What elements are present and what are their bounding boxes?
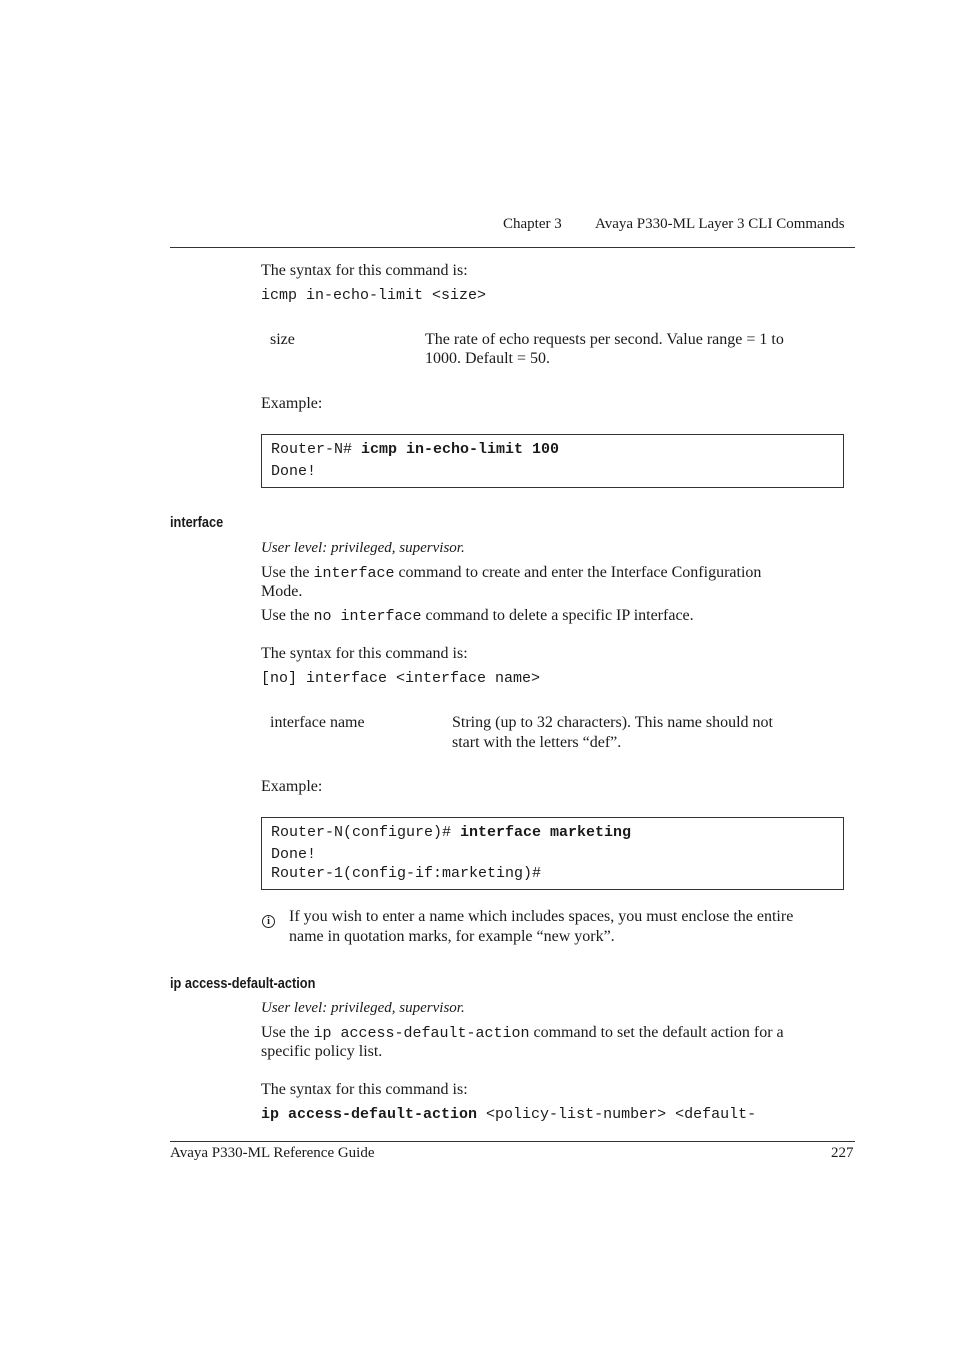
example-label: Example: xyxy=(261,395,323,412)
syntax-line: [no] interface <interface name> xyxy=(261,670,541,687)
text: command to delete a specific IP interface. xyxy=(421,607,694,624)
code-prompt: Router-N(configure)# xyxy=(271,824,461,841)
inline-code: interface xyxy=(313,565,395,582)
code-example-box xyxy=(261,434,844,488)
param-desc: The rate of echo requests per second. Value range = 1 to xyxy=(425,331,784,348)
inline-code: no interface xyxy=(313,608,422,625)
header-title: Avaya P330-ML Layer 3 CLI Commands xyxy=(595,216,845,232)
text: command to create and enter the Interface Configuration xyxy=(394,564,762,581)
code-output: Router-1(config-if:marketing)# xyxy=(271,865,542,882)
inline-code: ip access-default-action xyxy=(313,1025,530,1042)
param-desc: String (up to 32 characters). This name should not xyxy=(452,714,773,731)
text: Use the xyxy=(261,607,314,624)
text: command to set the default action for a xyxy=(529,1024,784,1041)
syntax-intro: The syntax for this command is: xyxy=(261,1081,468,1098)
code-line xyxy=(271,824,631,841)
example-label: Example: xyxy=(261,778,323,795)
code-output: Done! xyxy=(271,463,317,480)
syntax-command: ip access-default-action xyxy=(261,1106,478,1123)
syntax-intro: The syntax for this command is: xyxy=(261,262,468,279)
footer-rule xyxy=(170,1141,855,1142)
note-text: If you wish to enter a name which includes spaces, you must enclose the entire xyxy=(289,908,794,925)
code-prompt: Router-N# xyxy=(271,441,362,458)
param-desc: 1000. Default = 50. xyxy=(425,350,550,367)
footer-guide-title: Avaya P330-ML Reference Guide xyxy=(170,1145,375,1161)
param-name: size xyxy=(270,331,295,348)
syntax-args: <policy-list-number> <default- xyxy=(477,1106,757,1123)
code-example-box xyxy=(261,817,844,890)
info-icon: i xyxy=(262,911,275,929)
text: Use the xyxy=(261,564,314,581)
description-line: specific policy list. xyxy=(261,1043,383,1060)
section-heading-interface: interface xyxy=(170,515,224,531)
chapter-label: Chapter 3 xyxy=(503,216,562,232)
description-line: Mode. xyxy=(261,583,303,600)
code-command: interface marketing xyxy=(460,824,632,841)
code-output: Done! xyxy=(271,846,317,863)
syntax-line xyxy=(261,1106,756,1123)
user-level: User level: privileged, supervisor. xyxy=(261,540,465,556)
description-line xyxy=(261,1024,784,1042)
description-line xyxy=(261,607,694,625)
header-rule xyxy=(170,247,855,248)
description-line xyxy=(261,564,761,582)
syntax-intro: The syntax for this command is: xyxy=(261,645,468,662)
note-text: name in quotation marks, for example “new york”. xyxy=(289,928,615,945)
syntax-line: icmp in-echo-limit <size> xyxy=(261,287,487,304)
user-level: User level: privileged, supervisor. xyxy=(261,1000,465,1016)
page-number: 227 xyxy=(831,1145,854,1161)
section-heading-ip-access-default-action: ip access-default-action xyxy=(170,976,316,992)
param-desc: start with the letters “def”. xyxy=(452,734,622,751)
code-line xyxy=(271,441,559,458)
code-command: icmp in-echo-limit 100 xyxy=(361,441,560,458)
text: Use the xyxy=(261,1024,314,1041)
param-name: interface name xyxy=(270,714,365,731)
